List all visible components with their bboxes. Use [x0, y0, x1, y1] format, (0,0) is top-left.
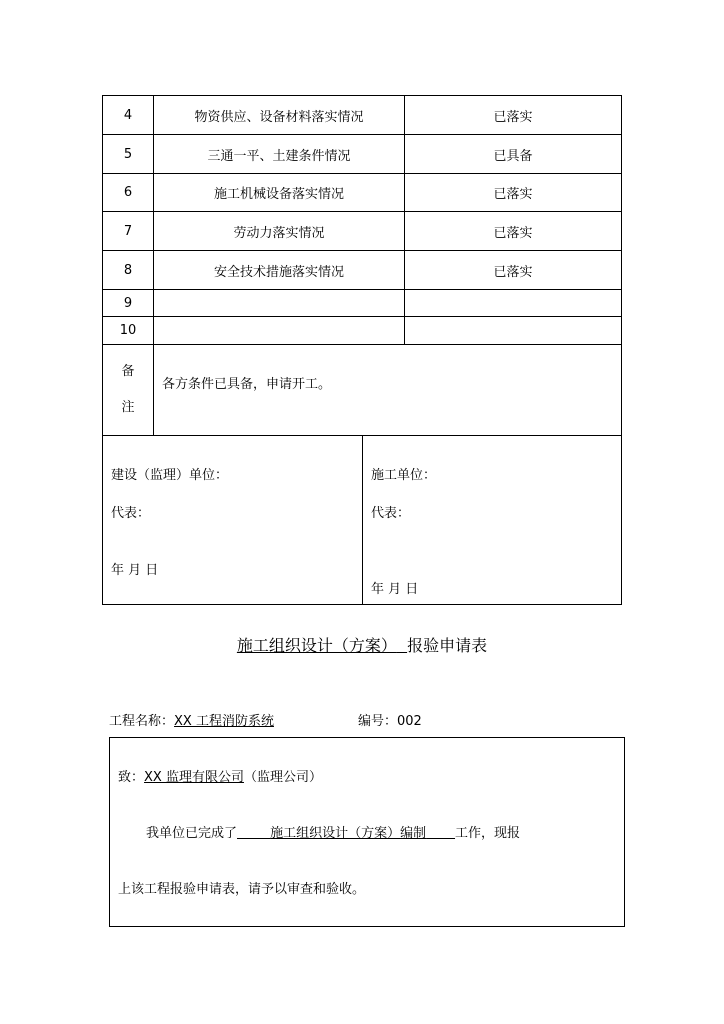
row-item — [154, 290, 405, 317]
row-number: 4 — [103, 96, 154, 135]
project-name: XX 工程消防系统 — [174, 714, 274, 729]
table-row — [103, 251, 622, 290]
to-company: XX 监理有限公司 — [144, 770, 244, 785]
project-name-line — [109, 710, 274, 729]
row-status: 已具备 — [405, 135, 622, 174]
row-status: 已落实 — [405, 174, 622, 212]
construction-date-label: 年 月 日 — [111, 563, 159, 578]
row-status: 已落实 — [405, 212, 622, 251]
signature-table — [102, 435, 622, 605]
row-number: 5 — [103, 135, 154, 174]
body-line-1 — [146, 822, 520, 841]
row-item: 安全技术措施落实情况 — [154, 251, 405, 290]
addressee-line — [118, 766, 322, 785]
number-label: 编号： — [358, 714, 398, 729]
body-suffix: 工作，现报 — [455, 826, 521, 841]
signature-left-cell — [103, 436, 363, 605]
table-row — [103, 135, 622, 174]
row-status: 已落实 — [405, 96, 622, 135]
row-number: 7 — [103, 212, 154, 251]
row-item: 物资供应、设备材料落实情况 — [154, 96, 405, 135]
table-row — [103, 174, 622, 212]
table-row — [103, 212, 622, 251]
remarks-label-line-2: 注 — [121, 400, 135, 415]
form-title-spacer — [397, 636, 407, 655]
table-row — [103, 317, 622, 345]
body-task-blank — [237, 826, 455, 841]
signature-right-cell — [363, 436, 622, 605]
row-item — [154, 317, 405, 345]
row-number: 6 — [103, 174, 154, 212]
row-number: 10 — [103, 317, 154, 345]
form-title-underlined: 施工组织设计（方案） — [236, 636, 397, 655]
construction-rep-label: 代表： — [111, 506, 151, 521]
row-item: 施工机械设备落实情况 — [154, 174, 405, 212]
checklist-table — [102, 95, 622, 436]
table-row — [103, 96, 622, 135]
number-value: 002 — [397, 714, 422, 729]
row-item: 三通一平、土建条件情况 — [154, 135, 405, 174]
signature-row — [103, 436, 622, 605]
remarks-label-line-1: 备 — [121, 364, 135, 379]
to-suffix: （监理公司） — [243, 770, 322, 785]
construction-unit-label: 建设（监理）单位： — [111, 468, 229, 483]
row-status — [405, 317, 622, 345]
body-prefix: 我单位已完成了 — [146, 826, 238, 841]
contractor-unit-label: 施工单位： — [371, 468, 437, 483]
row-status — [405, 290, 622, 317]
contractor-date-label: 年 月 日 — [371, 582, 419, 597]
form-number-line — [358, 710, 422, 729]
application-letter-box — [109, 737, 625, 927]
row-status: 已落实 — [405, 251, 622, 290]
form-title-rest: 报验申请表 — [407, 636, 488, 655]
row-number: 9 — [103, 290, 154, 317]
contractor-rep-label: 代表： — [371, 506, 411, 521]
remarks-text: 各方条件已具备，申请开工。 — [154, 345, 622, 436]
body-line-2: 上该工程报验申请表，请予以审查和验收。 — [118, 882, 366, 897]
form-title — [0, 633, 724, 656]
project-label: 工程名称： — [109, 714, 175, 729]
row-item: 劳动力落实情况 — [154, 212, 405, 251]
table-row — [103, 290, 622, 317]
row-number: 8 — [103, 251, 154, 290]
remarks-row — [103, 345, 622, 436]
body-task: 施工组织设计（方案）编制 — [270, 826, 427, 841]
to-label: 致： — [118, 770, 145, 785]
remarks-label — [103, 345, 154, 436]
